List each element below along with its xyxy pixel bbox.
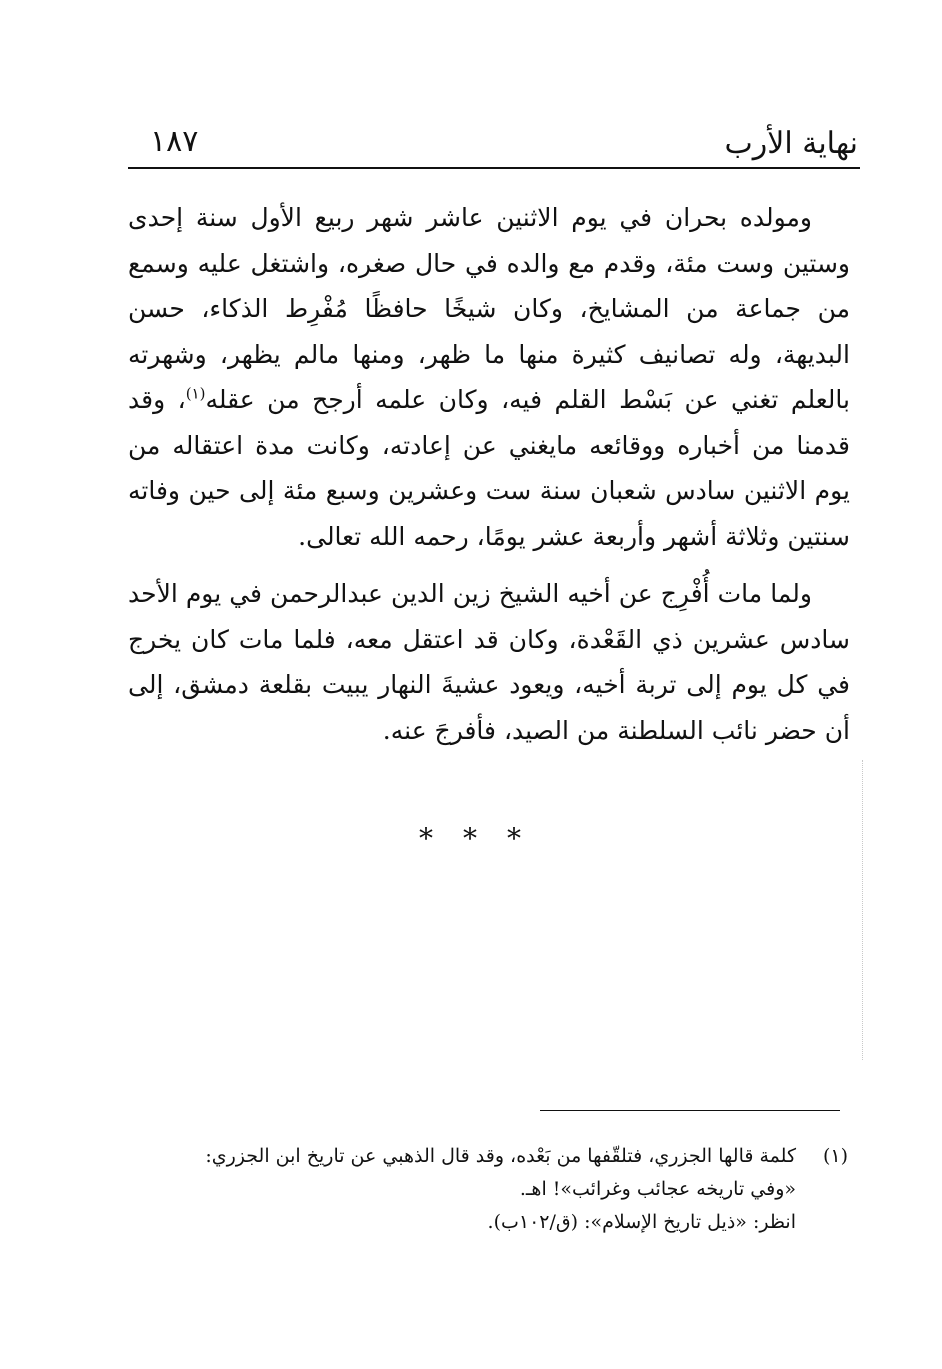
scan-edge-marks <box>858 760 863 1060</box>
footnote-line-3 <box>140 1206 848 1239</box>
footnote-reference: (١) <box>185 384 206 403</box>
footnote-line-1 <box>140 1140 848 1173</box>
running-title: نهاية الأرب <box>724 126 858 161</box>
page-header <box>128 112 858 168</box>
paragraph-2: ولما مات أُفْرِج عن أخيه الشيخ زين الدين عبدالرحمن في يوم الأحد سادس عشرين ذي القَعْدة، وكان قد اعتقل معه، فلما مات كان يخرج في كل يوم إلى تربة أخيه، ويعود عشيةَ النهار يبيت بقلعة دمشق، إلى أن حضر نائب السلطنة من الصيد، فأفرجَ عنه. <box>128 579 850 745</box>
footnote-marker: (١) <box>822 1145 848 1167</box>
section-ornament: *** <box>419 822 551 855</box>
paragraph-1-text: ومولده بحران في يوم الاثنين عاشر شهر ربيع الأول سنة إحدى وستين وست مئة، وقدم مع والده في حال صغره، واشتغل عليه وسمع من جماعة من المشايخ، وكان شيخًا حافظًا مُفْرِط الذكاء، حسن البديهة، وله تصانيف كثيرة منها ما ظهر، ومنها مالم يظهر، وشهرته بالعلم تغني عن بَسْط القلم فيه، وكان علمه أرجح من عقله <box>128 203 850 414</box>
footnote-text-2: «وفي تاريخه عجائب وغرائب»! اهـ. <box>519 1178 796 1200</box>
main-text <box>128 195 850 765</box>
paragraph-1-text-continued: ، وقد قدمنا من أخباره ووقائعه مايغني عن إعادته، وكانت مدة اعتقاله من يوم الاثنين سادس شعبان سنة ست وعشرين وسبع مئة إلى حين وفاته سنتين وثلاثة أشهر وأربعة عشر يومًا، رحمه الله تعالى. <box>128 385 850 551</box>
header-rule <box>128 167 860 169</box>
page-number: ١٨٧ <box>150 124 199 159</box>
paragraph-1 <box>128 195 850 559</box>
footnote-rule <box>540 1110 840 1111</box>
footnotes <box>140 1140 848 1239</box>
footnote-line-2 <box>140 1173 848 1206</box>
footnote-text-1: كلمة قالها الجزري، فتلقّفها من بَعْده، وقد قال الذهبي عن تاريخ ابن الجزري: <box>205 1145 796 1167</box>
footnote-text-3: انظر: «ذيل تاريخ الإسلام»: (ق/١٠٢ب). <box>487 1211 796 1233</box>
